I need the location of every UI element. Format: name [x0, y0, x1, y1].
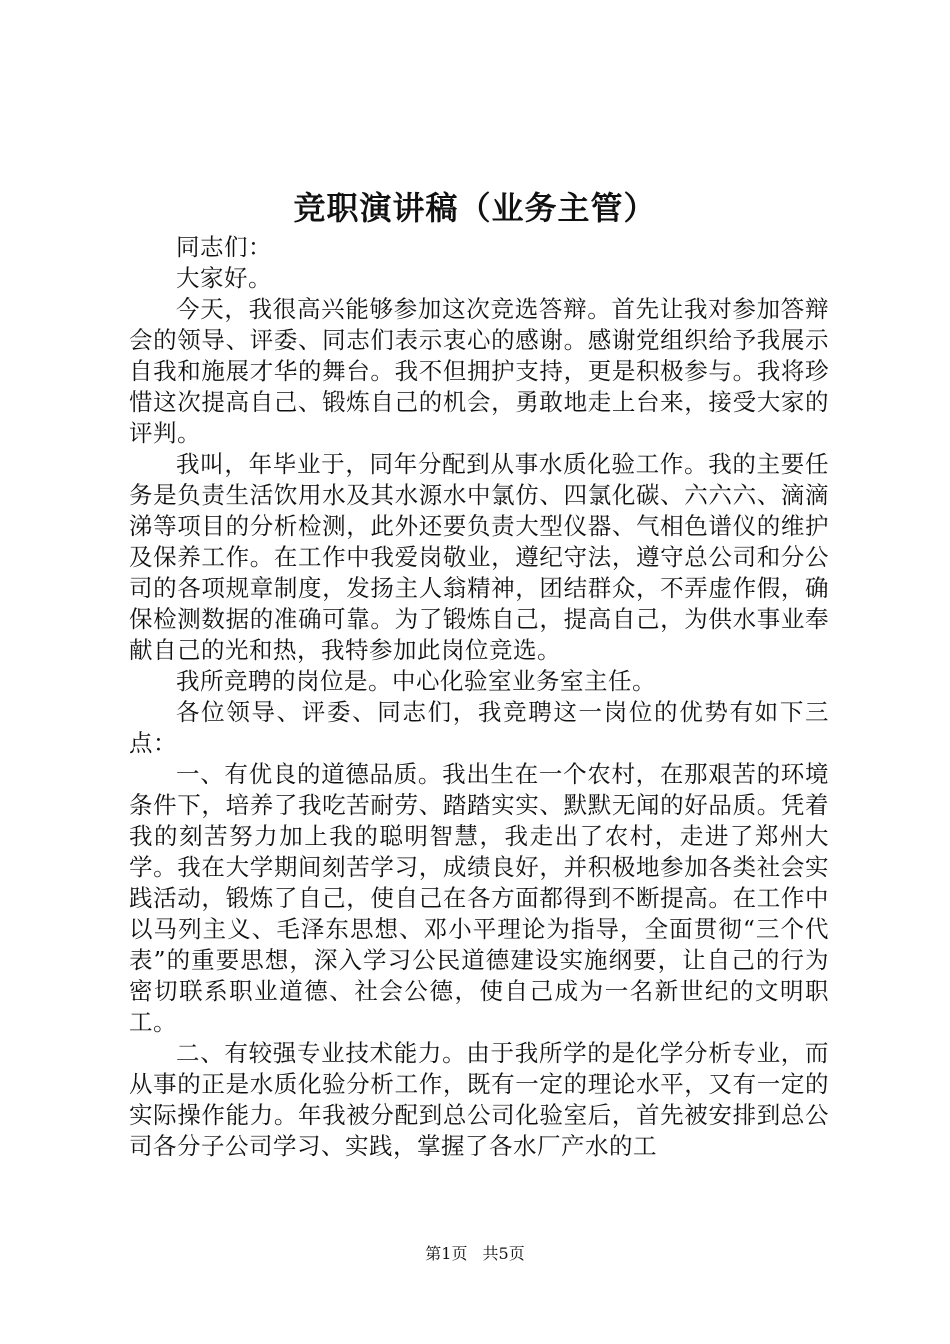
page-total: 共5页	[482, 1244, 525, 1263]
document-title: 竞职演讲稿（业务主管）	[293, 189, 657, 227]
paragraph-advantage-one: 一、有优良的道德品质。我出生在一个农村，在那艰苦的环境条件下，培养了我吃苦耐劳、踏踏实实、默默无闻的好品质。凭着我的刻苦努力加上我的聪明智慧，我走出了农村，走进了郑州大学。我在大学期间刻苦学习，成绩良好，并积极地参加各类社会实践活动，锻炼了自己，使自己在各方面都得到不断提高。在工作中以马列主义、毛泽东思想、邓小平理论为指导，全面贯彻“三个代表”的重要思想，深入学习公民道德建设实施纲要，让自己的行为密切联系职业道德、社会公德，使自己成为一名新世纪的文明职工。	[129, 760, 829, 1036]
paragraph-position: 我所竞聘的岗位是。中心化验室业务室主任。	[176, 667, 656, 695]
paragraph-greeting: 大家好。	[176, 264, 272, 292]
paragraph-self-introduction: 我叫，年毕业于，同年分配到从事水质化验工作。我的主要任务是负责生活饮用水及其水源水中氯仿、四氯化碳、六六六、滴滴涕等项目的分析检测，此外还要负责大型仪器、气相色谱仪的维护及保养工作。在工作中我爱岗敬业，遵纪守法，遵守总公司和分公司的各项规章制度，发扬主人翁精神，团结群众，不弄虚作假，确保检测数据的准确可靠。为了锻炼自己，提高自己，为供水事业奉献自己的光和热，我特参加此岗位竞选。	[129, 450, 829, 664]
paragraph-thanks: 今天，我很高兴能够参加这次竞选答辩。首先让我对参加答辩会的领导、评委、同志们表示衷心的感谢。感谢党组织给予我展示自我和施展才华的舞台。我不但拥护支持，更是积极参与。我将珍惜这次提高自己、锻炼自己的机会，勇敢地走上台来，接受大家的评判。	[129, 295, 829, 447]
document-body	[129, 232, 829, 1162]
page-footer	[0, 1243, 950, 1265]
paragraph-advantages-intro: 各位领导、评委、同志们，我竞聘这一岗位的优势有如下三点：	[129, 698, 829, 757]
paragraph-advantage-two: 二、有较强专业技术能力。由于我所学的是化学分析专业，而从事的正是水质化验分析工作，既有一定的理论水平，又有一定的实际操作能力。年我被分配到总公司化验室后，首先被安排到总公司各分子公司学习、实践，掌握了各水厂产水的工	[129, 1039, 829, 1160]
page-number: 第1页	[425, 1244, 468, 1263]
paragraph-salutation: 同志们：	[176, 233, 272, 261]
